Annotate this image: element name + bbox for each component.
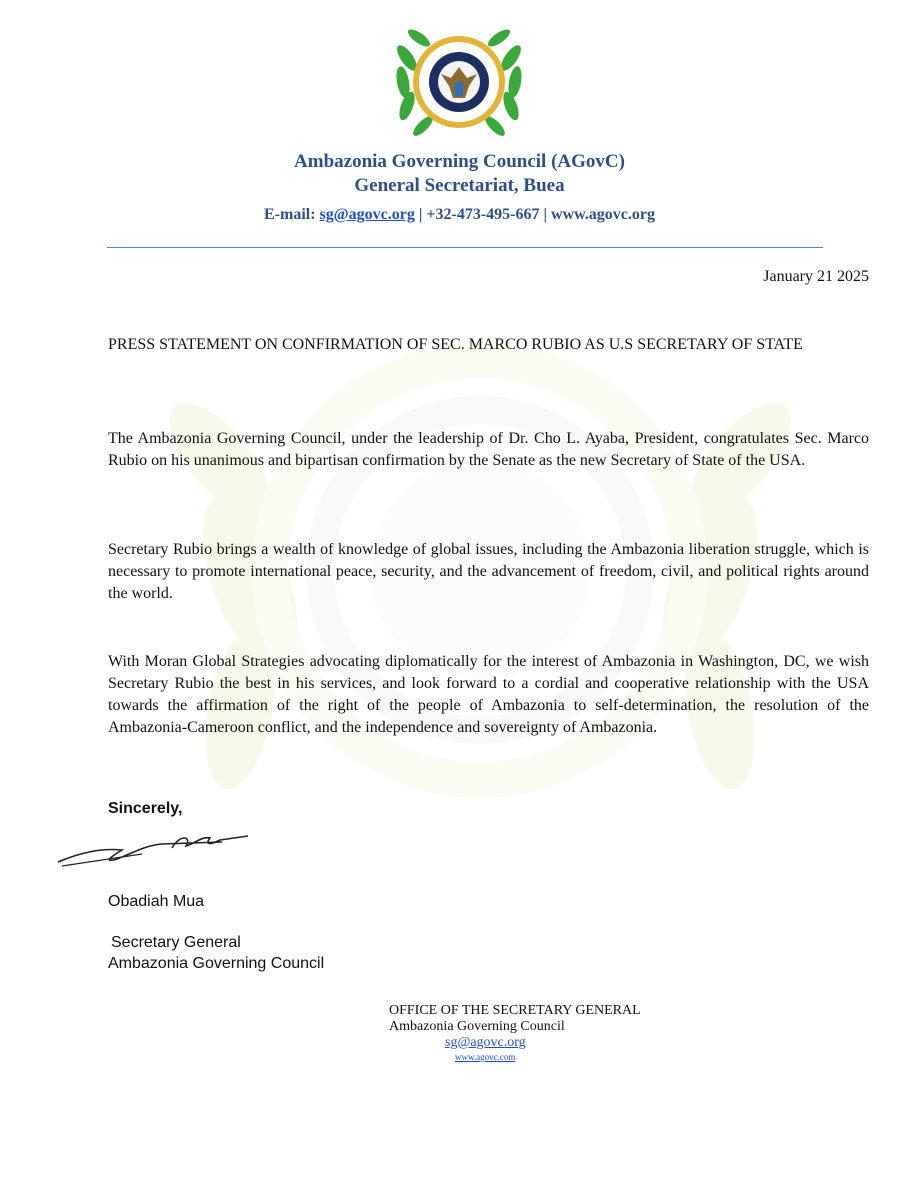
header-email-link[interactable]: sg@agovc.org	[319, 206, 415, 223]
office-title: OFFICE OF THE SECRETARY GENERAL	[389, 1003, 641, 1018]
office-email-link[interactable]: sg@agovc.org	[445, 1035, 526, 1050]
separator: |	[418, 206, 423, 223]
office-org: Ambazonia Governing Council	[389, 1019, 565, 1034]
secretariat-name: General Secretariat, Buea	[354, 175, 565, 196]
contact-line	[0, 206, 919, 224]
signer-title: Secretary General	[111, 934, 241, 951]
office-website-link[interactable]: www.agovc.com	[455, 1052, 516, 1062]
office-block	[389, 1002, 679, 1063]
statement-title: PRESS STATEMENT ON CONFIRMATION OF SEC. MARCO RUBIO AS U.S SECRETARY OF STATE	[108, 336, 803, 353]
letter-date: January 21 2025	[763, 268, 869, 285]
closing: Sincerely,	[108, 800, 183, 817]
separator: |	[543, 206, 548, 223]
body-paragraph: With Moran Global Strategies advocating diplomatically for the interest of Ambazonia in Washington, DC, we wish Secretary Rubio the best in his services, and look forward to a cordial and cooperative relationship with the USA towards the affirmation of the right of the people of Ambazonia to self-determination, the resolution of the Ambazonia-Cameroon conflict, and the independence and sovereignty of Ambazonia.	[108, 653, 869, 736]
signer-org: Ambazonia Governing Council	[108, 955, 325, 972]
signer-name: Obadiah Mua	[108, 893, 205, 910]
council-seal-logo	[385, 20, 533, 148]
email-label: E-mail:	[263, 206, 316, 223]
body-paragraph: Secretary Rubio brings a wealth of knowledge of global issues, including the Ambazonia liberation struggle, which is necessary to promote international peace, security, and the advancement of freedom, civil, and political rights around the world.	[108, 541, 869, 602]
header-website: www.agovc.org	[551, 206, 655, 223]
body-paragraph: The Ambazonia Governing Council, under the leadership of Dr. Cho L. Ayaba, President, congratulates Sec. Marco Rubio on his unanimous and bipartisan confirmation by the Senate as the new Secretary of State of the USA.	[108, 430, 869, 469]
signature-image	[52, 822, 252, 870]
org-name: Ambazonia Governing Council (AGovC)	[294, 151, 625, 172]
header-phone: +32-473-495-667	[426, 206, 540, 223]
header-divider	[107, 247, 823, 248]
